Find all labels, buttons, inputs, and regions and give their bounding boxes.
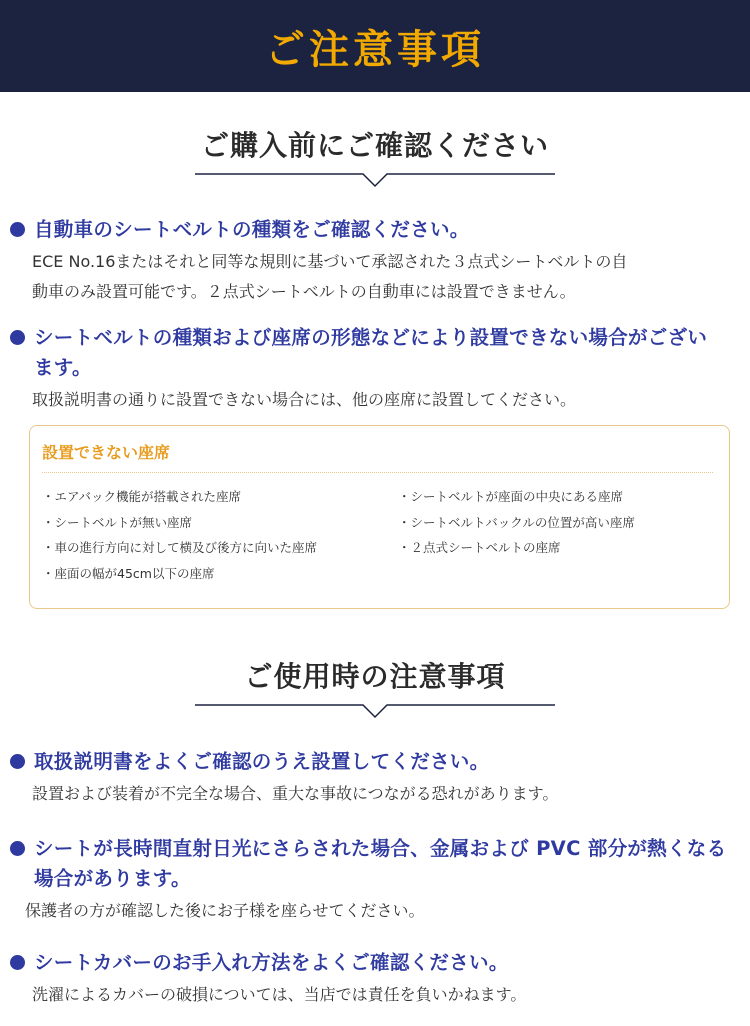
list-item: ・２点式シートベルトの座席 xyxy=(398,540,561,555)
page-title: ご注意事項 xyxy=(265,26,485,73)
notice-title: シートカバーのお手入れ方法をよくご確認ください。 xyxy=(34,951,509,974)
notice-body: ECE No.16またはそれと同等な規則に基づいて承認された３点式シートベルトの自 動車のみ設置可能です。２点式シートベルトの自動車には設置できません。 xyxy=(32,252,628,301)
unsupported-seats-box xyxy=(29,425,730,609)
bullet-icon xyxy=(10,330,25,345)
box-dotted-divider xyxy=(42,472,713,473)
notice-body: 保護者の方が確認した後にお子様を座らせてください。 xyxy=(25,901,425,920)
section-heading-usage: ご使用時の注意事項 xyxy=(244,660,506,693)
section-heading-before-purchase: ご購入前にご確認ください xyxy=(200,129,549,162)
section-divider xyxy=(195,703,555,719)
list-item: ・エアバック機能が搭載された座席 xyxy=(42,489,242,504)
notice-item xyxy=(10,948,742,1010)
notice-title: 自動車のシートベルトの種類をご確認ください。 xyxy=(34,218,470,241)
notice-body: 洗濯によるカバーの破損については、当店では責任を負いかねます。 xyxy=(32,985,527,1004)
seat-list-right xyxy=(398,484,728,561)
bullet-icon xyxy=(10,754,25,769)
box-title: 設置できない座席 xyxy=(42,443,171,462)
bullet-icon xyxy=(10,955,25,970)
notice-body: 取扱説明書の通りに設置できない場合には、他の座席に設置してください。 xyxy=(32,390,577,409)
seat-list-left xyxy=(42,484,372,586)
list-item: ・車の進行方向に対して横及び後方に向いた座席 xyxy=(42,540,318,555)
notice-title: シートが長時間直射日光にさらされた場合、金属および PVC 部分が熱くなる 場合があります。 xyxy=(34,837,727,890)
header-banner xyxy=(0,0,750,92)
list-item: ・シートベルトが無い座席 xyxy=(42,514,193,530)
notice-item xyxy=(10,215,742,307)
section-divider xyxy=(195,172,555,188)
notice-item xyxy=(10,323,742,415)
notice-title: 取扱説明書をよくご確認のうえ設置してください。 xyxy=(34,750,490,773)
notice-item xyxy=(10,834,742,926)
notice-body: 設置および装着が不完全な場合、重大な事故につながる恐れがあります。 xyxy=(32,784,559,803)
list-item: ・シートベルトが座面の中央にある座席 xyxy=(398,489,624,504)
bullet-icon xyxy=(10,841,25,856)
list-item: ・座面の幅が45cm以下の座席 xyxy=(42,565,215,581)
list-item: ・シートベルトバックルの位置が高い座席 xyxy=(398,514,635,530)
notice-title: シートベルトの種類および座席の形態などにより設置できない場合がござい ます。 xyxy=(34,326,708,379)
bullet-icon xyxy=(10,222,25,237)
notice-item xyxy=(10,747,742,809)
